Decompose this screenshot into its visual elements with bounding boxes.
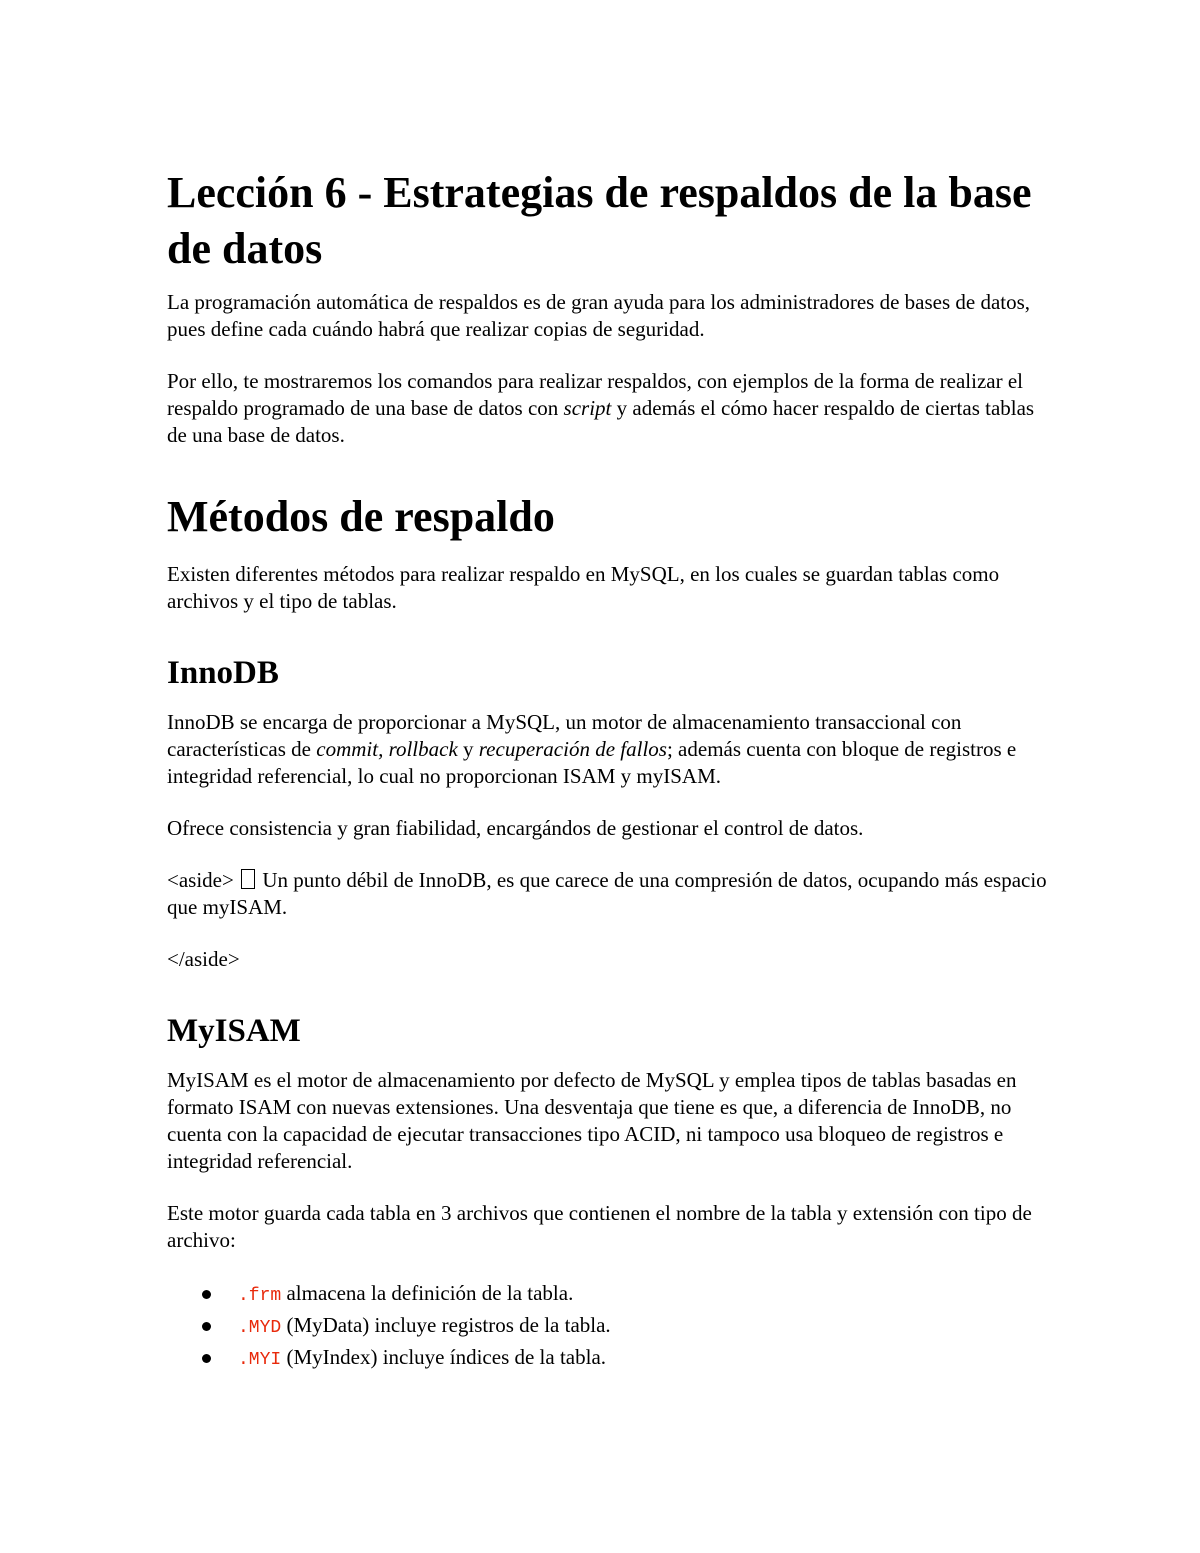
bullet-icon [202,1290,211,1299]
file-extension-list [167,1279,1047,1375]
extension-code: .MYD [238,1318,282,1338]
aside-open-tag: <aside> [167,868,234,892]
bullet-icon [202,1354,211,1363]
methods-heading: Métodos de respaldo [167,492,555,541]
missing-glyph-icon [241,869,255,889]
innodb-paragraph-1 [167,709,1047,790]
list-item [167,1279,1047,1311]
bullet-icon [202,1322,211,1331]
aside-paragraph [167,867,1047,921]
intro-text-a: Por ello, te mostraremos los comandos para realizar respaldos, con ejemplos de la forma de realizar el respaldo programado de una base de datos con [167,369,1024,420]
innodb-text-b: y [457,737,479,761]
extension-code: .frm [238,1286,282,1306]
intro-paragraph-1: La programación automática de respaldos es de gran ayuda para los administradores de bases de datos, pues define cada cuándo habrá que realizar copias de seguridad. [167,290,1031,341]
innodb-text-a: InnoDB se encarga de proporcionar a MySQL, un motor de almacenamiento transaccional con características de [167,710,962,761]
aside-close-paragraph: </aside> [167,947,240,971]
innodb-emphasis-recovery: recuperación de fallos [478,737,667,761]
extension-code: .MYI [238,1350,282,1370]
list-item [167,1343,1047,1375]
intro-paragraph-2 [167,368,1047,449]
myisam-heading: MyISAM [167,1013,301,1049]
methods-paragraph: Existen diferentes métodos para realizar respaldo en MySQL, en los cuales se guardan tablas como archivos y el tipo de tablas. [167,562,1000,613]
intro-emphasis-script: script [563,396,612,420]
extension-description: (MyData) incluye registros de la tabla. [281,1313,611,1337]
myisam-paragraph-2: Este motor guarda cada tabla en 3 archivos que contienen el nombre de la tabla y extensión con tipo de archivo: [167,1201,1032,1252]
document-page [167,165,1047,1375]
myisam-paragraph-1: MyISAM es el motor de almacenamiento por defecto de MySQL y emplea tipos de tablas basadas en formato ISAM con nuevas extensiones. Una desventaja que tiene es que, a diferencia de InnoDB, no cuenta con la capacidad de ejecutar transacciones tipo ACID, ni tampoco usa bloqueo de registros e integridad referencial. [167,1068,1017,1173]
extension-description: (MyIndex) incluye índices de la tabla. [281,1345,607,1369]
list-item [167,1311,1047,1343]
aside-text: Un punto débil de InnoDB, es que carece de una compresión de datos, ocupando más espacio que myISAM. [167,868,1047,919]
innodb-paragraph-2: Ofrece consistencia y gran fiabilidad, encargándos de gestionar el control de datos. [167,816,864,840]
innodb-text-c: ; además cuenta con bloque de registros e integridad referencial, lo cual no proporcionan ISAM y myISAM. [167,737,1017,788]
innodb-heading: InnoDB [167,655,279,691]
extension-description: almacena la definición de la tabla. [281,1281,574,1305]
innodb-emphasis-commit: commit, rollback [316,737,458,761]
intro-text-b: y además el cómo hacer respaldo de ciertas tablas de una base de datos. [167,396,1035,447]
page-title: Lección 6 - Estrategias de respaldos de la base de datos [167,168,1032,273]
